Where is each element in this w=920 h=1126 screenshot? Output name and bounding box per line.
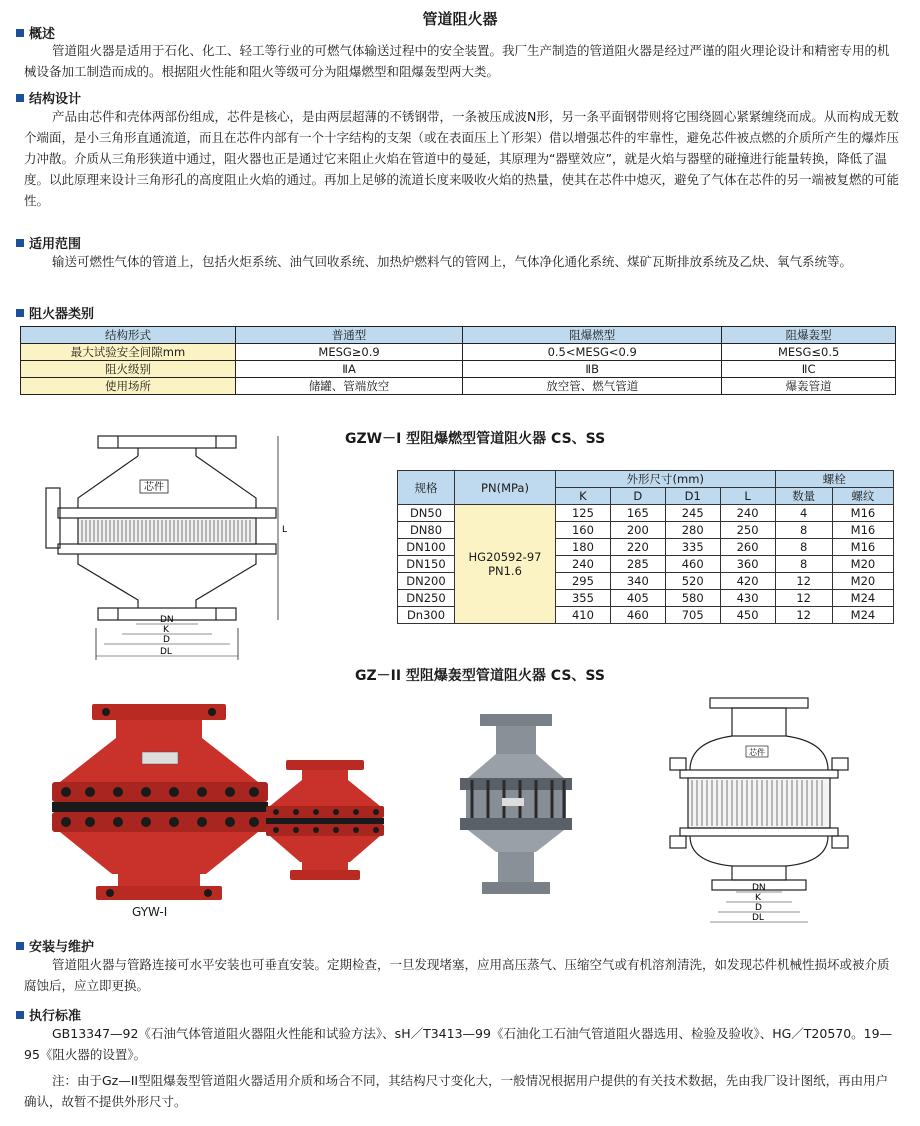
table-cell: 335 xyxy=(665,539,720,556)
photo-caption: GYW-Ⅰ xyxy=(132,905,168,919)
bullet-square-icon xyxy=(16,94,24,102)
drawing-label-core: 芯件 xyxy=(749,748,765,757)
drawing-label-dl: DL xyxy=(160,647,172,657)
drawing-label-dn: DN xyxy=(752,883,766,893)
gz2-drawing xyxy=(660,694,870,934)
table-cell: MESG≤0.5 xyxy=(722,344,896,361)
table-cell: 520 xyxy=(665,573,720,590)
table-header-row xyxy=(398,471,894,488)
table-cell: 0.5<MESG<0.9 xyxy=(463,344,722,361)
table-cell: 8 xyxy=(775,556,832,573)
table-cell: 160 xyxy=(556,522,611,539)
table-header-cell: 螺纹 xyxy=(832,488,893,505)
arrester-class-table xyxy=(20,326,896,395)
table-cell: 储罐、管端放空 xyxy=(236,378,463,395)
section-heading-types: 阻火器类别 xyxy=(16,303,94,322)
gzw1-dimension-table xyxy=(397,470,894,624)
pn-cell xyxy=(455,505,556,624)
table-cell: 410 xyxy=(556,607,611,624)
table-cell: 245 xyxy=(665,505,720,522)
bullet-square-icon xyxy=(16,239,24,247)
table-cell: 285 xyxy=(610,556,665,573)
table-cell: M16 xyxy=(832,505,893,522)
bullet-square-icon xyxy=(16,29,24,37)
table-cell: 280 xyxy=(665,522,720,539)
table-cell: 12 xyxy=(775,607,832,624)
table-cell: ⅡB xyxy=(463,361,722,378)
table-header-row xyxy=(21,327,896,344)
table-cell: MESG≥0.9 xyxy=(236,344,463,361)
table-cell: 180 xyxy=(556,539,611,556)
drawing-label-dl: DL xyxy=(752,913,764,923)
standard-note: 注：由于Gz—II型阻爆轰型管道阻火器适用介质和场合不同，其结构尺寸变化大，一般情况根据用户提供的有关技术数据，先由我厂设计图纸，再由用户确认，故暂不提供外形尺寸。 xyxy=(24,1073,889,1109)
table-cell: M24 xyxy=(832,607,893,624)
table-cell: 705 xyxy=(665,607,720,624)
table-header-cell: 普通型 xyxy=(236,327,463,344)
table-cell: 12 xyxy=(775,590,832,607)
table-header-cell: L xyxy=(720,488,775,505)
table-cell: 295 xyxy=(556,573,611,590)
bullet-square-icon xyxy=(16,942,24,950)
table-cell: M20 xyxy=(832,556,893,573)
table-cell: 220 xyxy=(610,539,665,556)
drawing-label-k: K xyxy=(755,893,761,903)
table-cell: 355 xyxy=(556,590,611,607)
table-cell: 460 xyxy=(610,607,665,624)
table-header-cell: 数量 xyxy=(775,488,832,505)
table-cell: 最大试验安全间隙mm xyxy=(21,344,236,361)
table-header-cell: D xyxy=(610,488,665,505)
gzw1-drawing xyxy=(40,428,320,668)
table-cell: 260 xyxy=(720,539,775,556)
table-cell: 使用场所 xyxy=(21,378,236,395)
table-cell: 405 xyxy=(610,590,665,607)
table-cell: 爆轰管道 xyxy=(722,378,896,395)
table-cell: 放空管、燃气管道 xyxy=(463,378,722,395)
table-cell: DN80 xyxy=(398,522,455,539)
scope-text: 输送可燃性气体的管道上，包括火炬系统、油气回收系统、加热炉燃料气的管网上，气体净化通化系统、煤矿瓦斯排放系统及乙炔、氧气系统等。 xyxy=(52,254,853,269)
table-cell: 12 xyxy=(775,573,832,590)
table-cell: DN50 xyxy=(398,505,455,522)
table-cell: 240 xyxy=(556,556,611,573)
drawing-label-d: D xyxy=(755,903,762,913)
table-cell: DN250 xyxy=(398,590,455,607)
table-cell: 阻火级别 xyxy=(21,361,236,378)
section-heading-design: 结构设计 xyxy=(16,88,81,107)
table-cell: 460 xyxy=(665,556,720,573)
table-cell: ⅡC xyxy=(722,361,896,378)
table-cell: M24 xyxy=(832,590,893,607)
table-header-cell: D1 xyxy=(665,488,720,505)
table-cell: 4 xyxy=(775,505,832,522)
table-cell: 420 xyxy=(720,573,775,590)
section-heading-standard: 执行标准 xyxy=(16,1005,81,1024)
table-row xyxy=(398,505,894,522)
table-cell: M16 xyxy=(832,539,893,556)
table-cell: 450 xyxy=(720,607,775,624)
table-cell: 8 xyxy=(775,522,832,539)
table-cell: DN100 xyxy=(398,539,455,556)
table-cell: 250 xyxy=(720,522,775,539)
section-heading-overview: 概述 xyxy=(16,23,55,42)
overview-text: 管道阻火器是适用于石化、化工、轻工等行业的可燃气体输送过程中的安全装置。我厂生产制造的管道阻火器是经过严谨的阻火理论设计和精密专用的机械设备加工制造而成的。根据阻火性能和阻火等级可分为阻爆燃型和阻爆轰型两大类。 xyxy=(24,43,890,79)
table-cell: 125 xyxy=(556,505,611,522)
table-cell: Dn300 xyxy=(398,607,455,624)
design-text: 产品由芯件和壳体两部份组成，芯件是核心，是由两层超薄的不锈钢带，一条被压成波N形，另一条平面钢带则将它围绕圆心紧紧缠绕而成。从而构成无数个端面，是小三角形直通流道，而且在芯件内部有一个十字结构的支架（或在表面压上丫形架）借以增强芯件的牢靠性，避免芯件被点燃的介质所产生的爆炸压力冲散。介质从三角形狭道中通过，阻火器也正是通过它来阻止火焰在管道中的曼延，其原理为“器壁效应”，就是火焰与器壁的碰撞进行能量转换，降低了温度。以此原理来设计三角形孔的高度阻止火焰的通过。再加上足够的流道长度来吸收火焰的热量，使其在芯件中熄灭，避免了气体在芯件的另一端被复燃的可能性。 xyxy=(24,109,900,208)
drawing-label-l: L xyxy=(282,525,288,535)
table-cell: 360 xyxy=(720,556,775,573)
table-header-cell: 结构形式 xyxy=(21,327,236,344)
drawing-label-core: 芯件 xyxy=(144,482,164,493)
pn-value-line-1: HG20592-97 xyxy=(468,550,542,564)
section-heading-install: 安装与维护 xyxy=(16,936,94,955)
table-cell: 165 xyxy=(610,505,665,522)
table-row xyxy=(21,344,896,361)
table-header-cell: 阻爆轰型 xyxy=(722,327,896,344)
table-cell: M20 xyxy=(832,573,893,590)
table-cell: 200 xyxy=(610,522,665,539)
gz2-heading: GZ－II 型阻爆轰型管道阻火器 CS、SS xyxy=(355,668,605,684)
table-cell: 240 xyxy=(720,505,775,522)
pn-value-line-2: PN1.6 xyxy=(488,564,522,578)
table-cell: 340 xyxy=(610,573,665,590)
table-cell: 430 xyxy=(720,590,775,607)
table-row xyxy=(21,361,896,378)
drawing-label-k: K xyxy=(163,625,169,635)
table-row xyxy=(21,378,896,395)
standard-text: GB13347—92《石油气体管道阻火器阻火性能和试验方法》、sH／T3413—99《石油化工石油气管道阻火器选用、检验及验收》、HG／T20570。19—95《阻火器的设置》。 xyxy=(24,1026,893,1062)
table-header-cell: 螺栓 xyxy=(775,471,894,488)
table-cell: ⅡA xyxy=(236,361,463,378)
drawing-label-dn: DN xyxy=(160,615,174,625)
red-arrester-photo xyxy=(46,696,426,906)
table-cell: DN150 xyxy=(398,556,455,573)
page-title: 管道阻火器 xyxy=(422,10,498,28)
bullet-square-icon xyxy=(16,1011,24,1019)
table-header-cell: 阻爆燃型 xyxy=(463,327,722,344)
table-cell: DN200 xyxy=(398,573,455,590)
table-cell: 580 xyxy=(665,590,720,607)
table-header-cell: PN(MPa) xyxy=(455,471,556,505)
table-cell: M16 xyxy=(832,522,893,539)
table-cell: 8 xyxy=(775,539,832,556)
section-heading-scope: 适用范围 xyxy=(16,233,81,252)
install-text: 管道阻火器与管路连接可水平安装也可垂直安装。定期检查，一旦发现堵塞，应用高压蒸气、压缩空气或有机溶剂清洗，如发现芯件机械性损坏或被介质腐蚀后，应立即更换。 xyxy=(24,957,890,993)
table-header-cell: 外形尺寸(mm) xyxy=(556,471,776,488)
table-header-cell: 规格 xyxy=(398,471,455,505)
bullet-square-icon xyxy=(16,309,24,317)
gzw1-heading: GZW－I 型阻爆燃型管道阻火器 CS、SS xyxy=(345,431,606,447)
table-header-cell: K xyxy=(556,488,611,505)
drawing-label-d: D xyxy=(163,635,170,645)
gray-arrester-photo xyxy=(452,710,582,910)
